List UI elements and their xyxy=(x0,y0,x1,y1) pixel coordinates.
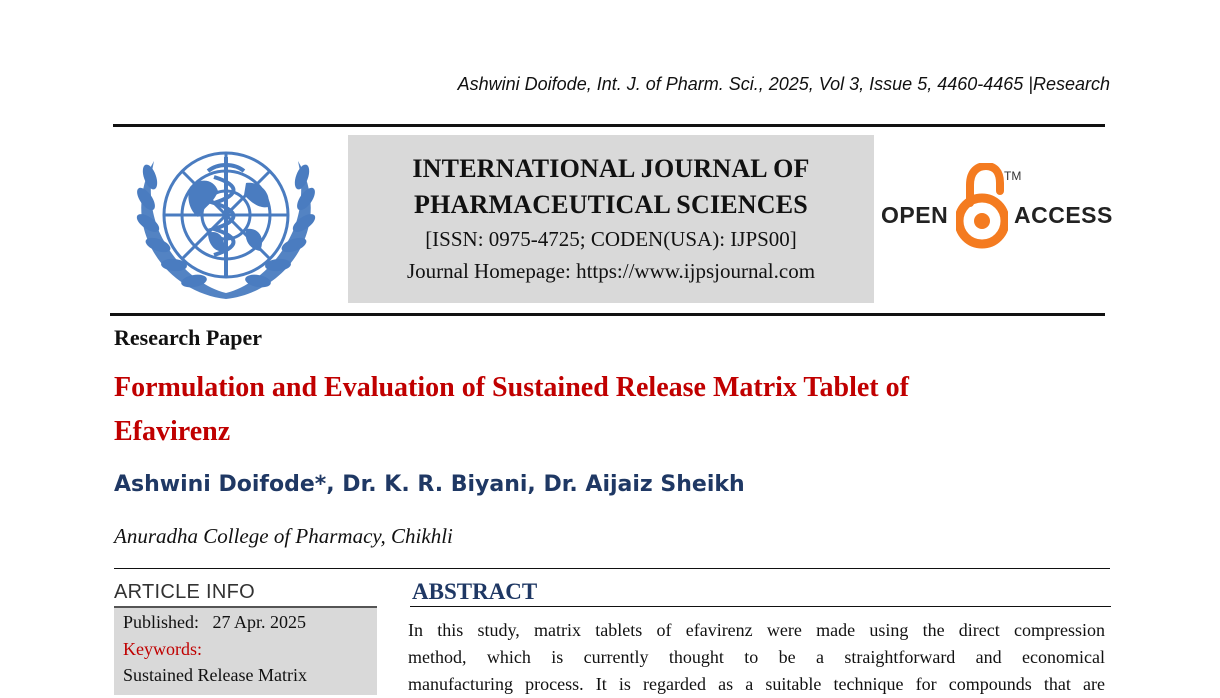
published-value: 27 Apr. 2025 xyxy=(212,612,307,632)
running-header: Ashwini Doifode, Int. J. of Pharm. Sci., 2025, Vol 3, Issue 5, 4460-4465 |Research xyxy=(457,74,1110,94)
journal-title-line-2: PHARMACEUTICAL SCIENCES xyxy=(414,190,808,219)
paper-type: Research Paper xyxy=(114,325,263,350)
journal-homepage[interactable]: Journal Homepage: https://www.ijpsjournal.com xyxy=(406,259,816,283)
article-title-line-2: Efavirenz xyxy=(114,416,231,447)
article-affiliation: Anuradha College of Pharmacy, Chikhli xyxy=(114,524,453,548)
article-authors: Ashwini Doifode*, Dr. K. R. Biyani, Dr. Aijaiz Sheikh xyxy=(114,472,745,497)
abstract-line: manufacturing process. It is regarded as a suitable technique for compounds that are xyxy=(408,674,1105,694)
un-emblem-icon xyxy=(128,137,324,305)
open-access-access-text: ACCESS xyxy=(1014,202,1113,228)
keyword-item: Sustained Release Matrix xyxy=(123,665,307,685)
published-label: Published: xyxy=(123,612,200,632)
header-rule-bottom xyxy=(110,313,1105,316)
abstract-line: In this study, matrix tablets of efavirenz were made using the direct compression xyxy=(408,620,1105,640)
abstract-line: method, which is currently thought to be a straightforward and economical xyxy=(408,647,1105,667)
abstract-rule xyxy=(410,606,1111,607)
journal-issn: [ISSN: 0975-4725; CODEN(USA): IJPS00] xyxy=(425,227,797,251)
article-info-heading: ARTICLE INFO xyxy=(114,581,256,603)
open-access-open-text: OPEN xyxy=(881,202,949,228)
article-info-box xyxy=(114,608,377,695)
keywords-label: Keywords: xyxy=(123,639,202,659)
published-row xyxy=(123,612,306,633)
article-title xyxy=(114,366,1114,454)
section-divider xyxy=(114,568,1110,569)
header-rule-top xyxy=(113,124,1105,127)
open-access-trademark: TM xyxy=(1004,169,1022,183)
journal-title-line-1: INTERNATIONAL JOURNAL OF xyxy=(412,154,810,183)
abstract-heading: ABSTRACT xyxy=(412,579,538,604)
open-access-lock-icon xyxy=(956,163,1008,251)
article-title-line-1: Formulation and Evaluation of Sustained Release Matrix Tablet of xyxy=(114,372,909,403)
abstract-text xyxy=(408,617,1105,698)
journal-masthead xyxy=(348,135,874,303)
